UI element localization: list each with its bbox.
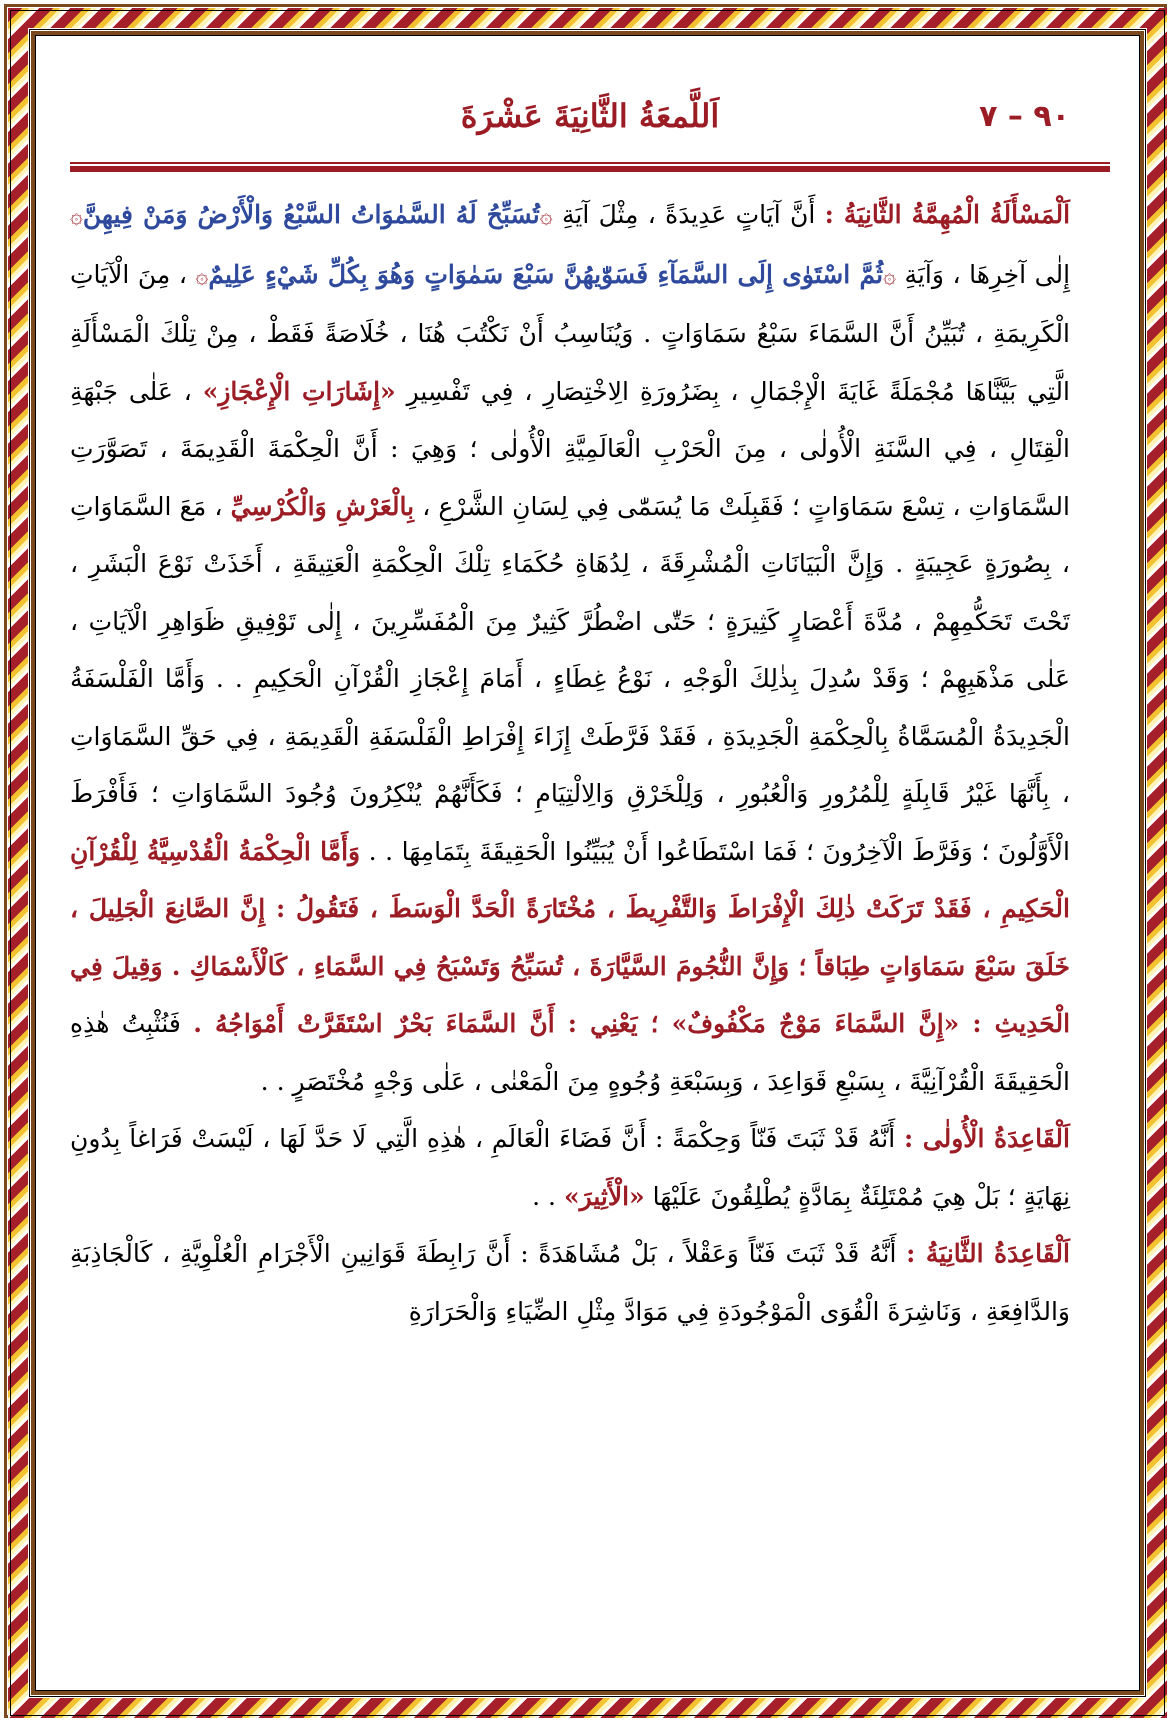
- rule-heading: اَلْقَاعِدَةُ الثَّانِيَةُ :: [906, 1239, 1070, 1268]
- paragraph-issue-two: [70, 186, 1110, 1110]
- section-heading: اَلْمَسْأَلَةُ الْمُهِمَّةُ الثَّانِيَةُ :: [824, 200, 1071, 229]
- book-title: «إِشَارَاتِ الْإِعْجَازِ»: [202, 376, 396, 406]
- header-divider: [70, 162, 1110, 172]
- book-page: [70, 80, 1110, 1340]
- quran-verse: ثُمَّ اسْتَوٰى إِلَى السَّمَآءِ فَسَوّٰيهُنَّ سَبْعَ سَمٰوَاتٍ وَهُوَ بِكُلِّ شَيْءٍ عَلِيمٌ: [208, 259, 884, 289]
- text-run: أَنَّهُ قَدْ ثَبَتَ فَنّاً وَحِكْمَةً : أَنَّ فَضَاءَ الْعَالَمِ ، هٰذِهِ الَّتِي لَا حَدَّ لَهَا ، لَيْسَتْ فَرَاغاً بِدُونِ نِهَايَةٍ ؛ بَلْ هِيَ مُمْتَلِئَةٌ بِمَادَّةٍ يُطْلِقُونَ عَلَيْهَا: [70, 1124, 1070, 1211]
- paragraph-rule-one: [70, 1110, 1110, 1225]
- body-text: [70, 186, 1110, 1340]
- paragraph-rule-two: [70, 1225, 1110, 1340]
- divider-thick-line: [70, 166, 1110, 172]
- page-number: ٩٠ – ٧: [979, 98, 1070, 134]
- divider-thin-line: [70, 162, 1110, 164]
- ayah-ornament-close-icon: ۞: [70, 204, 83, 229]
- text-run: ، مِنَ الْآيَاتِ الْكَرِيمَةِ ، تُبَيِّنُ أَنَّ السَّمَاءَ سَبْعُ سَمَاوَاتٍ . وَيُنَاسِبُ أَنْ نَكْتُبَ هُنَا ، خُلَاصَةً فَقَطْ ، مِنْ تِلْكَ الْمَسْأَلَةِ الَّتِي بَيَّنَّاهَا مُجْمَلَةً غَايَةَ الْإِجْمَالِ ، بِضَرُورَةِ الِاخْتِصَارِ ، فِي تَفْسِيرِ: [70, 259, 1070, 406]
- rule-heading: اَلْقَاعِدَةُ الْأُولٰى :: [903, 1124, 1070, 1153]
- text-run: أَنَّهُ قَدْ ثَبَتَ فَنّاً وَعَقْلاً ، بَلْ مُشَاهَدَةً : أَنَّ رَابِطَةَ قَوَانِينِ الْأَجْرَامِ الْعُلْوِيَّةِ ، كَالْجَاذِبَةِ وَالدَّافِعَةِ ، وَنَاشِرَةَ الْقُوَى الْمَوْجُودَةِ فِي مَوَادَّ مِثْلِ الضِّيَاءِ وَالْحَرَارَةِ: [70, 1239, 1070, 1326]
- page-header: [70, 80, 1110, 152]
- highlight-term: بِالْعَرْشِ وَالْكُرْسِيِّ: [230, 491, 415, 521]
- highlighted-passage: وَأَمَّا الْحِكْمَةُ الْقُدْسِيَّةُ لِلْقُرْآنِ الْحَكِيمِ ، فَقَدْ تَرَكَتْ ذٰلِكَ الْإِفْرَاطَ وَالتَّفْرِيطَ ، مُخْتَارَةً الْحَدَّ الْوَسَطَ ، فَتَقُولُ : إِنَّ الصَّانِعَ الْجَلِيلَ ، خَلَقَ سَبْعَ سَمَاوَاتٍ طِبَاقاً ؛ وَإِنَّ النُّجُومَ السَّيَّارَةَ ، تُسَبِّحُ وَتَسْبَحُ فِي السَّمَاءِ ، كَالْأَسْمَاكِ . وَقِيلَ فِي الْحَدِيثِ : «إِنَّ السَّمَاءَ مَوْجٌ مَكْفُوفٌ» ؛ يَعْنِي : أَنَّ السَّمَاءَ بَحْرٌ اسْتَقَرَّتْ أَمْوَاجُهُ .: [70, 836, 1071, 1038]
- text-run: . .: [532, 1181, 556, 1211]
- ayah-ornament-open-icon: ۞: [539, 204, 553, 229]
- quran-verse: تُسَبِّحُ لَهُ السَّمٰوَاتُ السَّبْعُ وَالْأَرْضُ وَمَنْ فِيهِنَّ: [82, 200, 540, 229]
- text-run: أَنَّ آيَاتٍ عَدِيدَةً ، مِثْلَ آيَةِ: [561, 200, 816, 229]
- ayah-ornament-open-icon: ۞: [883, 263, 896, 289]
- ayah-ornament-close-icon: ۞: [195, 263, 209, 289]
- text-run: فَنُثْبِتُ هٰذِهِ الْحَقِيقَةَ الْقُرْآنِيَّةَ ، بِسَبْعِ قَوَاعِدَ ، وَبِسَبْعَةِ وُجُوهٍ مِنَ الْمَعْنٰى ، عَلٰى وَجْهٍ مُخْتَصَرٍ . .: [70, 1009, 1070, 1096]
- text-run: ، مَعَ السَّمَاوَاتِ ، بِصُورَةٍ عَجِيبَةٍ . وَإِنَّ الْبَيَانَاتِ الْمُشْرِقَةَ ، لِدُهَاةِ حُكَمَاءِ تِلْكَ الْحِكْمَةِ الْعَتِيقَةِ ، أَخَذَتْ نَوْعَ الْبَشَرِ ، تَحْتَ تَحَكُّمِهِمْ ، مُدَّةَ أَعْصَارٍ كَثِيرَةٍ ؛ حَتّٰى اضْطُرَّ كَثِيرٌ مِنَ الْمُفَسِّرِينَ ، إِلٰى تَوْفِيقِ ظَوَاهِرِ الْآيَاتِ ، عَلٰى مَذْهَبِهِمْ ؛ وَقَدْ سُدِلَ بِذٰلِكَ الْوَجْهِ ، نَوْعُ غِطَاءٍ ، أَمَامَ إِعْجَازِ الْقُرْآنِ الْحَكِيمِ . . وَأَمَّا الْفَلْسَفَةُ الْجَدِيدَةُ الْمُسَمَّاةُ بِالْحِكْمَةِ الْجَدِيدَةِ ، فَقَدْ فَرَّطَتْ إِزَاءَ إِفْرَاطِ الْفَلْسَفَةِ الْقَدِيمَةِ ، فِي حَقِّ السَّمَاوَاتِ ، بِأَنَّهَا غَيْرُ قَابِلَةٍ لِلْمُرُورِ وَالْعُبُورِ ، وَلِلْخَرْقِ وَالِالْتِيَامِ ؛ فَكَأَنَّهُمْ يُنْكِرُونَ وُجُودَ السَّمَاوَاتِ ؛ فَأَفْرَطَ الْأَوَّلُونَ ؛ وَفَرَّطَ الْآخِرُونَ ؛ فَمَا اسْتَطَاعُوا أَنْ يُبَيِّنُوا الْحَقِيقَةَ بِتَمَامِهَا . .: [70, 491, 1070, 866]
- text-run: ، عَلٰى جَبْهَةِ الْقِتَالِ ، فِي السَّنَةِ الْأُولٰى ، مِنَ الْحَرْبِ الْعَالَمِيَّةِ الْأُولٰى ؛ وَهِيَ : أَنَّ الْحِكْمَةَ الْقَدِيمَةَ ، تَصَوَّرَتِ السَّمَاوَاتِ ، تِسْعَ سَمَاوَاتٍ ؛ فَقَبِلَتْ مَا يُسَمّٰى فِي لِسَانِ الشَّرْعِ ،: [70, 376, 1070, 521]
- highlight-term: «الْأَثِيرَ»: [563, 1181, 645, 1211]
- running-title: اَللَّمعَةُ الثَّانِيَةَ عَشْرَةَ: [460, 97, 720, 135]
- text-run: إِلٰى آخِرِهَا ، وَآيَةِ: [904, 259, 1071, 289]
